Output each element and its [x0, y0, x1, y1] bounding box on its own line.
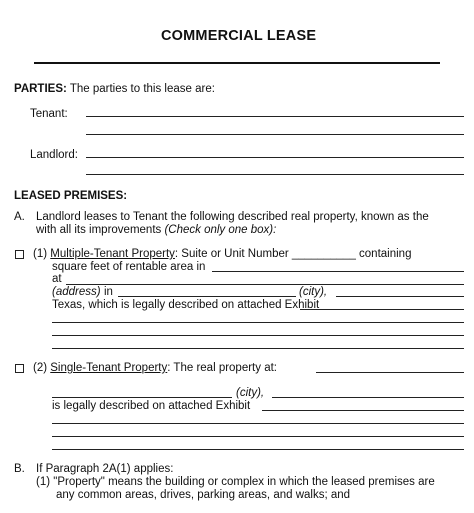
- option-1-address-label: (address): [52, 286, 101, 298]
- option-2-number: (2): [33, 362, 48, 374]
- option-2-legal-line-2[interactable]: [52, 436, 464, 437]
- paragraph-a-instruction: (Check only one box):: [164, 224, 277, 236]
- option-1-line1: [33, 248, 411, 260]
- option-1-city-label: (city),: [299, 286, 328, 298]
- parties-heading: PARTIES:: [14, 83, 67, 95]
- option-2-exhibit-line[interactable]: [262, 410, 464, 411]
- option-2-property-line[interactable]: [316, 372, 464, 373]
- paragraph-b1-line1: (1) "Property" means the building or complex in which the leased premises are: [36, 476, 435, 488]
- paragraph-a-line1: Landlord leases to Tenant the following described real property, known as the: [36, 211, 429, 223]
- option-1-legal-line-3[interactable]: [52, 348, 464, 349]
- title-underline: [34, 62, 440, 64]
- page-bottom-edge: [0, 503, 474, 513]
- option-1-address-line[interactable]: [118, 296, 296, 297]
- option-1-label: Multiple-Tenant Property: [50, 248, 175, 260]
- leased-premises-heading: LEASED PREMISES:: [14, 190, 128, 202]
- option-1-line5: Texas, which is legally described on attached Exhibit: [52, 299, 320, 311]
- option-1-line1-rest: : Suite or Unit Number __________ containing: [174, 248, 412, 260]
- paragraph-b1-line2: any common areas, drives, parking areas, and walks; and: [56, 489, 351, 501]
- option-2-line3: is legally described on attached Exhibit: [52, 400, 251, 412]
- landlord-line-1[interactable]: [86, 157, 464, 158]
- option-1-legal-line-2[interactable]: [52, 335, 464, 336]
- paragraph-a-line2: [36, 224, 276, 236]
- page-title: COMMERCIAL LEASE: [161, 28, 317, 44]
- parties-intro: The parties to this lease are:: [69, 83, 215, 95]
- paragraph-b-line: If Paragraph 2A(1) applies:: [36, 463, 174, 475]
- paragraph-a-marker: A.: [14, 211, 25, 223]
- option-1-exhibit-line[interactable]: [300, 309, 464, 310]
- option-1-number: (1): [33, 248, 48, 260]
- multiple-tenant-checkbox[interactable]: [15, 250, 24, 259]
- option-1-city-line[interactable]: [336, 296, 464, 297]
- tenant-label: Tenant:: [30, 108, 68, 120]
- option-2-city-line[interactable]: [272, 397, 464, 398]
- option-2-legal-line-3[interactable]: [52, 449, 464, 450]
- option-1-address-in: in: [104, 286, 113, 298]
- tenant-line-2[interactable]: [86, 134, 464, 135]
- paragraph-b-marker: B.: [14, 463, 25, 475]
- option-1-line3: at: [52, 273, 62, 285]
- single-tenant-checkbox[interactable]: [15, 364, 24, 373]
- tenant-line-1[interactable]: [86, 116, 464, 117]
- option-2-city-label: (city),: [236, 387, 265, 399]
- option-2-label: Single-Tenant Property: [50, 362, 168, 374]
- option-2-line1: [33, 362, 277, 374]
- option-1-at-line[interactable]: [66, 284, 464, 285]
- option-2-address-line[interactable]: [52, 397, 232, 398]
- parties-heading-line: [14, 83, 215, 95]
- option-1-line2: square feet of rentable area in: [52, 261, 206, 273]
- landlord-line-2[interactable]: [86, 174, 464, 175]
- option-2-line1-rest: : The real property at:: [167, 362, 277, 374]
- option-1-building-line[interactable]: [212, 271, 464, 272]
- option-1-legal-line-1[interactable]: [52, 322, 464, 323]
- paragraph-a-line2-text: with all its improvements: [36, 224, 162, 236]
- option-2-legal-line-1[interactable]: [52, 423, 464, 424]
- landlord-label: Landlord:: [30, 149, 78, 161]
